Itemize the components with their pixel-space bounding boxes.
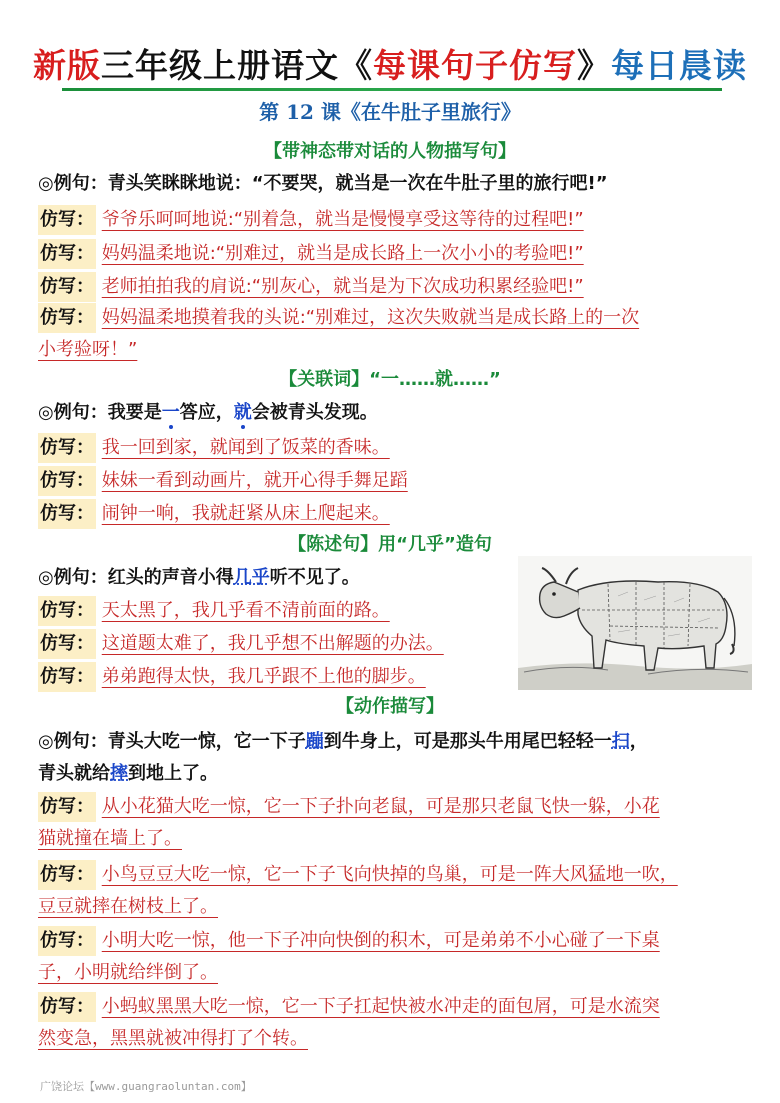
imitate-text-cont: 豆豆就摔在树枝上了。 <box>38 896 218 917</box>
imitate-text: 爷爷乐呵呵地说:“别着急，就当是慢慢享受这等待的过程吧!” <box>101 209 584 230</box>
imitate-label: 仿写： <box>38 629 96 659</box>
imitate-row <box>38 203 750 237</box>
imitate-label: 仿写： <box>38 303 96 333</box>
example-label: ◎例句： <box>38 731 108 752</box>
cow-engraving-icon <box>518 556 752 690</box>
imitate-label: 仿写： <box>38 205 96 235</box>
example-text: 到牛身上，可是那头牛用尾巴轻轻一 <box>323 731 612 752</box>
example-text: 青头笑眯眯地说：“不要哭，就当是一次在牛肚子里的旅行吧!” <box>107 173 608 194</box>
imitate-row <box>38 301 750 335</box>
keyword-jiu: 就 <box>233 402 252 423</box>
imitate-text-cont: 子，小明就给绊倒了。 <box>38 962 218 983</box>
imitate-label: 仿写： <box>38 596 96 626</box>
imitate-row <box>38 497 750 531</box>
footer-watermark: 广饶论坛【www.guangraoluntan.com】 <box>40 1080 252 1093</box>
example-text: ， <box>629 731 648 752</box>
example-row-2 <box>38 396 750 430</box>
imitate-text: 天太黑了，我几乎看不清前面的路。 <box>101 600 390 621</box>
example-text: 青头大吃一惊，它一下子 <box>107 731 306 752</box>
imitate-label: 仿写： <box>38 926 96 956</box>
example-text: 红头的声音小得 <box>107 567 234 588</box>
imitate-row <box>38 790 750 824</box>
imitate-label: 仿写： <box>38 239 96 269</box>
example-text: 听不见了。 <box>269 567 360 588</box>
imitate-text: 小鸟豆豆大吃一惊，它一下子飞向快掉的鸟巢，可是一阵大风猛地一吹， <box>101 864 678 885</box>
example-label: ◎例句： <box>38 173 108 194</box>
imitate-text-cont: 小考验呀！” <box>38 339 138 360</box>
example-label: ◎例句： <box>38 567 108 588</box>
imitate-row <box>38 237 750 271</box>
example-text: 青头就给 <box>38 763 110 784</box>
imitate-row <box>38 270 750 304</box>
lesson-title: 第 12 课《在牛肚子里旅行》 <box>259 100 521 124</box>
imitate-continuation <box>38 822 750 856</box>
imitate-label: 仿写： <box>38 272 96 302</box>
section-heading-1: 【带神态带对话的人物描写句】 <box>264 141 516 162</box>
imitate-label: 仿写： <box>38 860 96 890</box>
imitate-text: 妈妈温柔地说:“别难过，就当是成长路上一次小小的考验吧!” <box>101 243 584 264</box>
imitate-text: 从小花猫大吃一惊，它一下子扑向老鼠，可是那只老鼠飞快一躲，小花 <box>101 796 660 817</box>
keyword-sao: 扫 <box>611 731 630 752</box>
imitate-text: 妈妈温柔地摸着我的头说:“别难过，这次失败就当是成长路上的一次 <box>101 307 640 328</box>
title-divider <box>62 88 722 91</box>
example-row-4 <box>38 725 750 759</box>
imitate-text: 老师拍拍我的肩说:“别灰心，就当是为下次成功积累经验吧!” <box>101 276 584 297</box>
imitate-label: 仿写： <box>38 466 96 496</box>
keyword-beng: 蹦 <box>305 731 324 752</box>
imitate-row <box>38 858 750 892</box>
title-part-bracket: 》 <box>577 46 611 85</box>
imitate-continuation <box>38 890 750 924</box>
example-row-4-cont <box>38 757 750 791</box>
title-part-new: 新版 <box>33 46 101 85</box>
imitate-label: 仿写： <box>38 992 96 1022</box>
title-part-morning: 每日晨读 <box>611 46 747 85</box>
section-heading-4: 【动作描写】 <box>336 696 444 717</box>
page-title <box>0 44 780 88</box>
section-heading-2: 【关联词】“一……就……” <box>279 369 501 390</box>
imitate-row <box>38 924 750 958</box>
title-part-topic: 每课句子仿写 <box>373 46 577 85</box>
keyword-yi: 一 <box>161 402 180 423</box>
keyword-shuai: 摔 <box>110 763 128 784</box>
imitate-text-cont: 然变急，黑黑就被冲得打了个转。 <box>38 1028 308 1049</box>
imitate-continuation <box>38 1022 750 1056</box>
imitate-text-cont: 猫就撞在墙上了。 <box>38 828 182 849</box>
title-part-grade: 三年级上册语文《 <box>101 46 373 85</box>
imitate-text: 闹钟一响，我就赶紧从床上爬起来。 <box>101 503 390 524</box>
imitate-continuation <box>38 956 750 990</box>
example-label: ◎例句： <box>38 402 108 423</box>
imitate-label: 仿写： <box>38 662 96 692</box>
example-text: 到地上了。 <box>128 763 218 784</box>
imitate-label: 仿写： <box>38 792 96 822</box>
example-text: 我要是 <box>107 402 162 423</box>
imitate-text: 小蚂蚁黑黑大吃一惊，它一下子扛起快被水冲走的面包屑，可是水流突 <box>101 996 660 1017</box>
imitate-text: 妹妹一看到动画片，就开心得手舞足蹈 <box>101 470 408 491</box>
imitate-label: 仿写： <box>38 433 96 463</box>
imitate-text: 我一回到家，就闻到了饭菜的香味。 <box>101 437 390 458</box>
section-heading-3: 【陈述句】用“几乎”造句 <box>288 534 492 555</box>
imitate-text: 弟弟跑得太快，我几乎跟不上他的脚步。 <box>101 666 426 687</box>
imitate-text: 小明大吃一惊，他一下子冲向快倒的积木，可是弟弟不小心碰了一下桌 <box>101 930 660 951</box>
keyword-jihu: 几乎 <box>233 567 270 588</box>
imitate-text: 这道题太难了，我几乎想不出解题的办法。 <box>101 633 444 654</box>
example-text: 会被青头发现。 <box>251 402 378 423</box>
imitate-continuation <box>38 333 750 367</box>
example-row-1 <box>38 167 750 201</box>
imitate-row <box>38 431 750 465</box>
imitate-label: 仿写： <box>38 499 96 529</box>
imitate-row <box>38 990 750 1024</box>
example-text: 答应， <box>179 402 234 423</box>
imitate-row <box>38 464 750 498</box>
